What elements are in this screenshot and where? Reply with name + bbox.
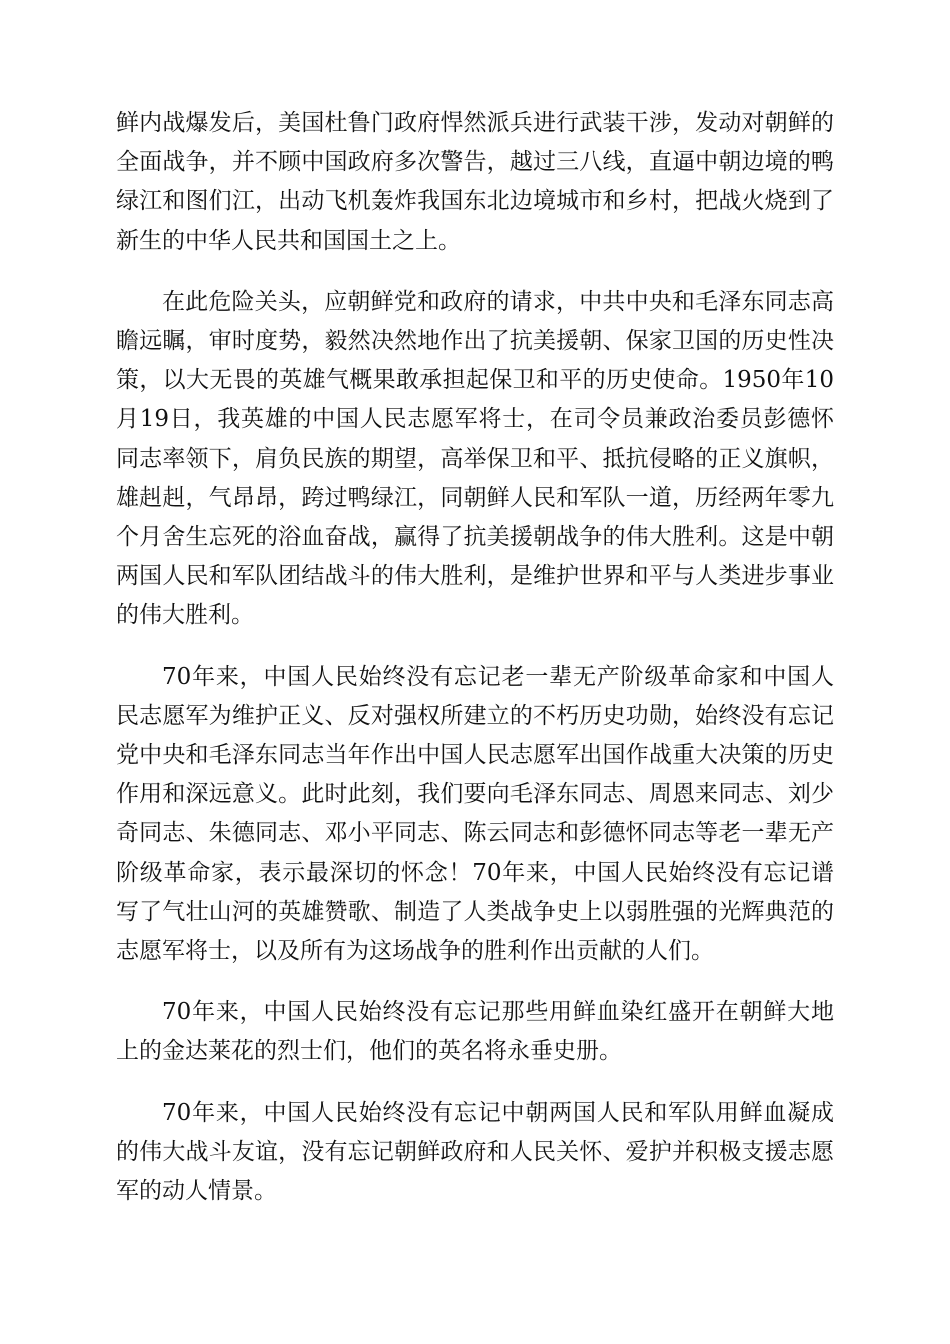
document-body bbox=[116, 104, 834, 1211]
paragraph-remembrance-martyrs: 70年来，中国人民始终没有忘记那些用鲜血染红盛开在朝鲜大地上的金达莱花的烈士们，他们的英名将永垂史册。 bbox=[116, 999, 834, 1065]
paragraph-decision: 在此危险关头，应朝鲜党和政府的请求，中共中央和毛泽东同志高瞻远瞩，审时度势，毅然决然地作出了抗美援朝、保家卫国的历史性决策，以大无畏的英雄气概果敢承担起保卫和平的历史使命。1950年10月19日，我英雄的中国人民志愿军将士，在司令员兼政治委员彭德怀同志率领下，肩负民族的期望，高举保卫和平、抵抗侵略的正义旗帜，雄赳赳，气昂昂，跨过鸭绿江，同朝鲜人民和军队一道，历经两年零九个月舍生忘死的浴血奋战，赢得了抗美援朝战争的伟大胜利。这是中朝两国人民和军队团结战斗的伟大胜利，是维护世界和平与人类进步事业的伟大胜利。 bbox=[116, 288, 834, 629]
paragraph-friendship: 70年来，中国人民始终没有忘记中朝两国人民和军队用鲜血凝成的伟大战斗友谊，没有忘记朝鲜政府和人民关怀、爱护并积极支援志愿军的动人情景。 bbox=[116, 1099, 834, 1205]
paragraph-remembrance-leaders: 70年来，中国人民始终没有忘记老一辈无产阶级革命家和中国人民志愿军为维护正义、反对强权所建立的不朽历史功勋，始终没有忘记党中央和毛泽东同志当年作出中国人民志愿军出国作战重大决策的历史作用和深远意义。此时此刻，我们要向毛泽东同志、周恩来同志、刘少奇同志、朱德同志、邓小平同志、陈云同志和彭德怀同志等老一辈无产阶级革命家，表示最深切的怀念！70年来，中国人民始终没有忘记谱写了气壮山河的英雄赞歌、制造了人类战争史上以弱胜强的光辉典范的志愿军将士，以及所有为这场战争的胜利作出贡献的人们。 bbox=[116, 663, 834, 965]
paragraph-continued: 鲜内战爆发后，美国杜鲁门政府悍然派兵进行武装干涉，发动对朝鲜的全面战争，并不顾中国政府多次警告，越过三八线，直逼中朝边境的鸭绿江和图们江，出动飞机轰炸我国东北边境城市和乡村，把战火烧到了新生的中华人民共和国国土之上。 bbox=[116, 110, 834, 254]
